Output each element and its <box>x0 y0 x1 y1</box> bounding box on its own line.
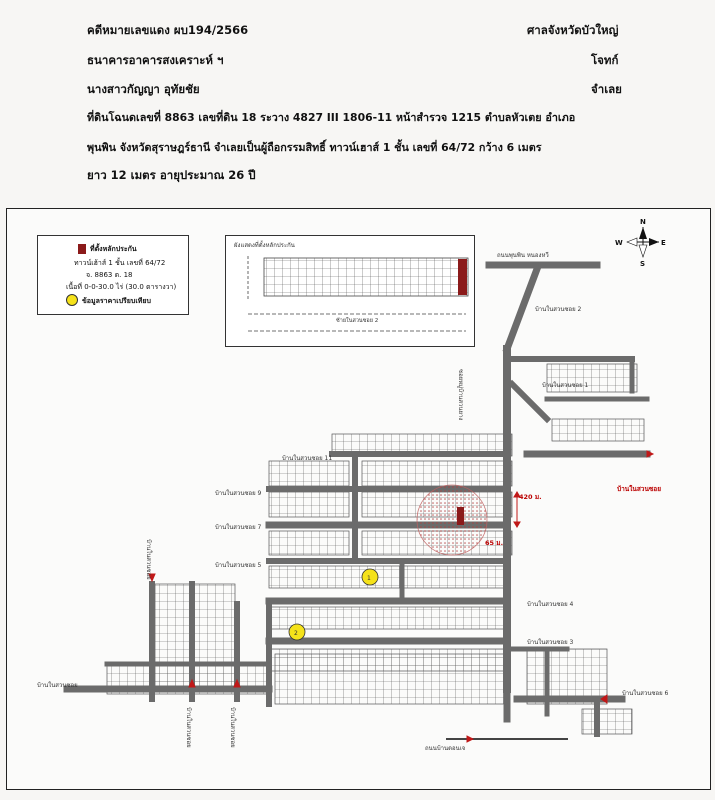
soi-3-label: บ้านในสวนซอย 3 <box>527 639 574 646</box>
collateral-legend-swatch <box>78 244 86 254</box>
radius-circle <box>417 485 487 555</box>
legend-compare-title: ข้อมูลราคาเปรียบเทียบ <box>82 297 151 305</box>
soi-top-right-label: บ้านในสวนซอย 2 <box>535 306 582 313</box>
soi-4-label: บ้านในสวนซอย 4 <box>527 601 574 608</box>
bottom-road-label: ถนนบ้านดอนเจ <box>425 745 466 752</box>
soi-9-label: บ้านในสวนซอย 9 <box>215 490 262 497</box>
court-name: ศาลจังหวัดบัวใหญ่ <box>527 23 619 37</box>
svg-text:N: N <box>640 218 646 226</box>
compass-icon <box>615 218 666 268</box>
plaintiff-role: โจทก์ <box>591 53 619 67</box>
soi-vertical-left-label: บ้านในสวนซอย <box>145 539 152 580</box>
soi-bottom-right-label: บ้านในสวนซอย 6 <box>622 690 669 697</box>
soi-5-label: บ้านในสวนซอย 5 <box>215 562 262 569</box>
property-line-3: ยาว 12 เมตร อายุประมาณ 26 ปี <box>87 168 256 182</box>
collateral-marker <box>457 507 464 525</box>
inset-plan <box>225 235 475 347</box>
location-map <box>6 208 711 790</box>
property-line-2: พุนพิน จังหวัดสุราษฎร์ธานี จำเลยเป็นผู้ถือกรรมสิทธิ์ ทาวน์เฮาส์ 1 ชั้น เลขที่ 64/72 กว้าง 6 เมตร <box>87 141 542 154</box>
defendant-name: นางสาวกัญญา อุทัยชัย <box>87 82 200 96</box>
svg-text:W: W <box>615 239 623 247</box>
soi-left-bottom-label: บ้านในสวนซอย <box>37 682 78 689</box>
main-road-label: ซอยหมู่บ้านสวนยาง <box>457 369 464 421</box>
plaintiff-name: ธนาคารอาคารสงเคราะห์ ฯ <box>87 53 224 67</box>
red-road-right-label: บ้านในสวนซอย <box>617 485 662 493</box>
legend-deed: จ. 8863 ต. 18 <box>86 271 133 279</box>
case-number: คดีหมายเลขแดง ผบ194/2566 <box>87 23 249 37</box>
comparison-legend-marker <box>66 294 78 306</box>
distance-main: 420 ม. <box>519 493 542 501</box>
soi-vertical-2-label: บ้านในสวนซอย <box>185 707 192 748</box>
distance-side: 65 ม. <box>485 539 504 547</box>
property-line-1: ที่ดินโฉนดเลขที่ 8863 เลขที่ดิน 18 ระวาง 4827 III 1806-11 หน้าสำรวจ 1215 ตำบลหัวเตย อำเภอ <box>87 111 576 124</box>
legend-collateral-title: ที่ตั้งหลักประกัน <box>90 245 137 253</box>
soi-7-label: บ้านในสวนซอย 7 <box>215 524 262 531</box>
legend-townhouse: ทาวน์เฮ้าส์ 1 ชั้น เลขที่ 64/72 <box>74 259 166 267</box>
soi-11-label: บ้านในสวนซอย 11 <box>282 455 333 462</box>
defendant-role: จำเลย <box>591 82 622 96</box>
marker-2-label: 2 <box>294 630 298 637</box>
marker-1-label: 1 <box>367 575 371 582</box>
legend-area: เนื้อที่ 0-0-30.0 ไร่ (30.0 ตารางวา) <box>66 283 177 291</box>
inset-title: ผังแสดงที่ตั้งหลักประกัน <box>234 242 295 249</box>
top-road-label: ถนนพุนพิน หนองหวี <box>497 252 549 259</box>
soi-vertical-3-label: บ้านในสวนซอย <box>229 707 236 748</box>
house-blocks <box>107 364 644 734</box>
svg-text:E: E <box>661 239 666 247</box>
soi-right-1-label: บ้านในสวนซอย 1 <box>542 382 589 389</box>
inset-road-label: ซ้ายในสวนซอย 2 <box>336 318 379 324</box>
map-legend <box>37 235 189 315</box>
inset-drawing <box>226 236 474 346</box>
svg-text:S: S <box>640 260 646 268</box>
